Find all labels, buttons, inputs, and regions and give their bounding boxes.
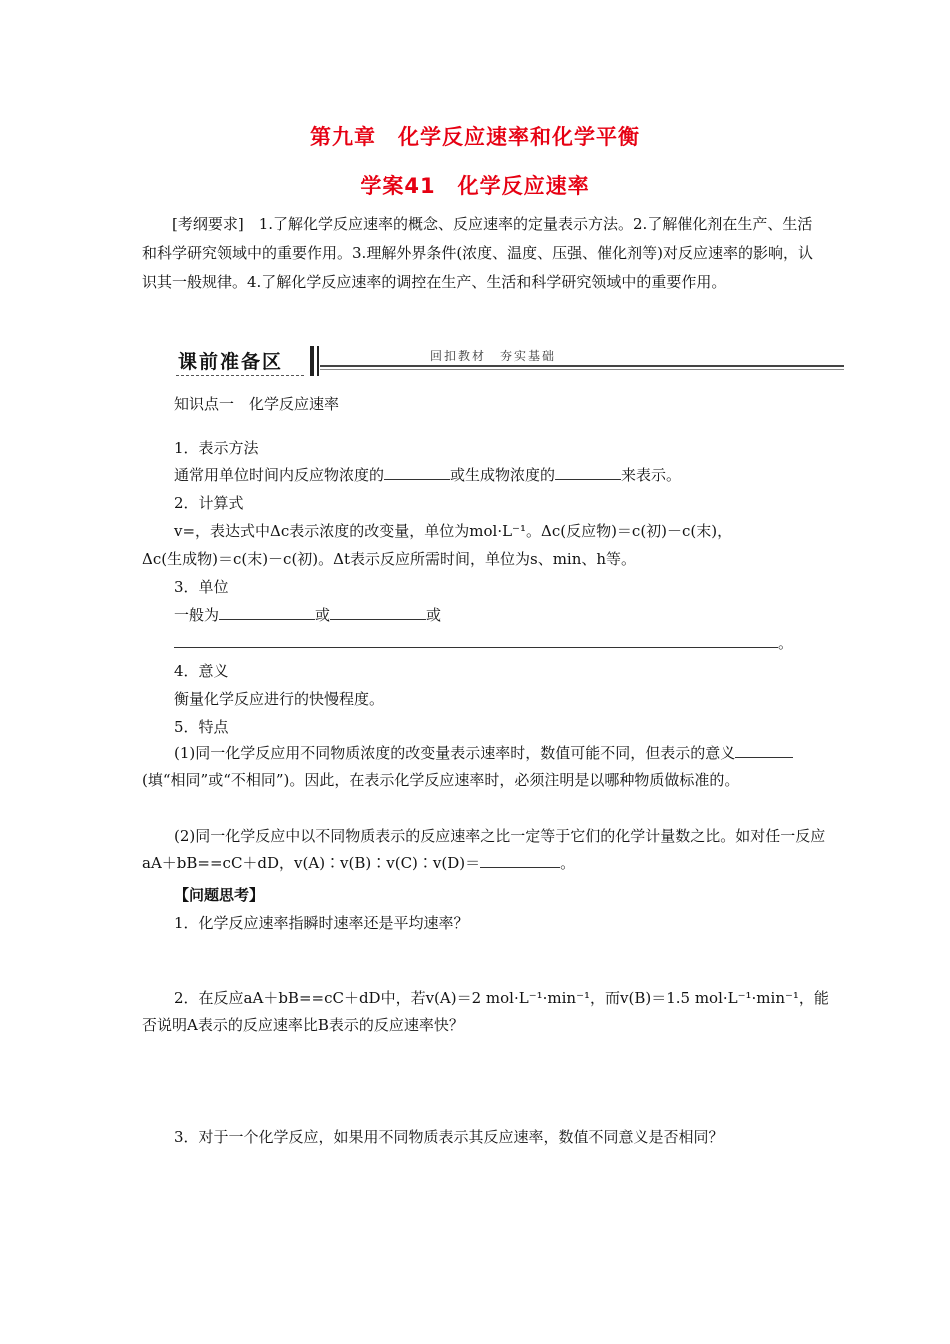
section-5-title: 5．特点 <box>174 718 229 736</box>
fill-blank-3[interactable] <box>219 605 315 620</box>
question-2: 2．在反应aA＋bB==cC＋dD中，若v(A)＝2 mol·L⁻¹·min⁻¹，而v(B)＝1.5 mol·L⁻¹·min⁻¹，能否说明A表示的反应速率比B表示的反应速率快？ <box>142 989 829 1034</box>
section-2-title: 2．计算式 <box>174 494 244 512</box>
s3-part-c: 或 <box>426 606 442 624</box>
question-3: 3．对于一个化学反应，如果用不同物质表示其反应速率，数值不同意义是否相同？ <box>174 1128 724 1146</box>
banner-dashed-underline <box>176 375 304 376</box>
section-3-text <box>174 605 441 625</box>
banner-title: 课前准备区 <box>178 351 284 373</box>
banner-rule-secondary <box>320 369 844 370</box>
chapter-title: 第九章 化学反应速率和化学平衡 <box>310 125 640 149</box>
fill-blank-2[interactable] <box>555 465 621 480</box>
section-1-text <box>174 465 681 485</box>
section-4-text: 衡量化学反应进行的快慢程度。 <box>174 690 385 708</box>
banner-subtitle: 回扣教材 夯实基础 <box>430 349 557 363</box>
banner-rule <box>320 365 844 367</box>
lesson-title: 学案41 化学反应速率 <box>360 174 590 198</box>
section-1-title: 1．表示方法 <box>174 439 259 457</box>
s5-p2-end: 。 <box>560 854 576 872</box>
s3-part-b: 或 <box>315 606 331 624</box>
questions-heading: 【问题思考】 <box>174 886 265 904</box>
section-5-point-2 <box>142 823 832 877</box>
section-3-long-blank <box>174 633 793 653</box>
s5-p1-part-b: (填“相同”或“不相同”)。因此，在表示化学反应速率时，必须注明是以哪种物质做标准的。 <box>142 771 740 789</box>
question-1: 1．化学反应速率指瞬时速率还是平均速率？ <box>174 914 469 932</box>
s3-part-a: 一般为 <box>174 606 220 624</box>
banner-divider-thick <box>310 346 314 376</box>
fill-blank-5[interactable] <box>174 633 778 648</box>
section-2-line-2: Δc(生成物)＝c(末)－c(初)。Δt表示反应所需时间，单位为s、min、h等。 <box>142 550 637 568</box>
knowledge-heading: 知识点一 化学反应速率 <box>174 395 340 413</box>
s1-part-b: 或生成物浓度的 <box>450 466 556 484</box>
s5-p1-part-a: (1)同一化学反应用不同物质浓度的改变量表示速率时，数值可能不同，但表示的意义 <box>174 744 736 762</box>
s5-p2-part-a: (2)同一化学反应中以不同物质表示的反应速率之比一定等于它们的化学计量数之比。如对任一反应aA＋bB==cC＋dD，v(A)∶v(B)∶v(C)∶v(D)＝ <box>142 827 826 872</box>
section-2-line-1: v=，表达式中Δc表示浓度的改变量，单位为mol·L⁻¹。Δc(反应物)＝c(初)－c(末)， <box>174 522 733 540</box>
section-5-point-1 <box>142 740 832 794</box>
s3-end: 。 <box>778 634 794 652</box>
fill-blank-4[interactable] <box>330 605 426 620</box>
exam-requirements: [考纲要求] 1.了解化学反应速率的概念、反应速率的定量表示方法。2.了解催化剂在生产、生活和科学研究领域中的重要作用。3.理解外界条件(浓度、温度、压强、催化剂等)对反应速率的影响，认识其一般规律。4.了解化学反应速率的调控在生产、生活和科学研究领域中的重要作用。 <box>142 215 814 291</box>
banner-divider-thin <box>317 346 319 376</box>
section-3-title: 3．单位 <box>174 578 229 596</box>
fill-blank-1[interactable] <box>384 465 450 480</box>
section-banner <box>172 343 844 379</box>
section-4-title: 4．意义 <box>174 662 229 680</box>
fill-blank-7[interactable] <box>480 853 560 868</box>
s1-part-a: 通常用单位时间内反应物浓度的 <box>174 466 385 484</box>
s1-part-c: 来表示。 <box>621 466 682 484</box>
fill-blank-6[interactable] <box>735 743 793 758</box>
